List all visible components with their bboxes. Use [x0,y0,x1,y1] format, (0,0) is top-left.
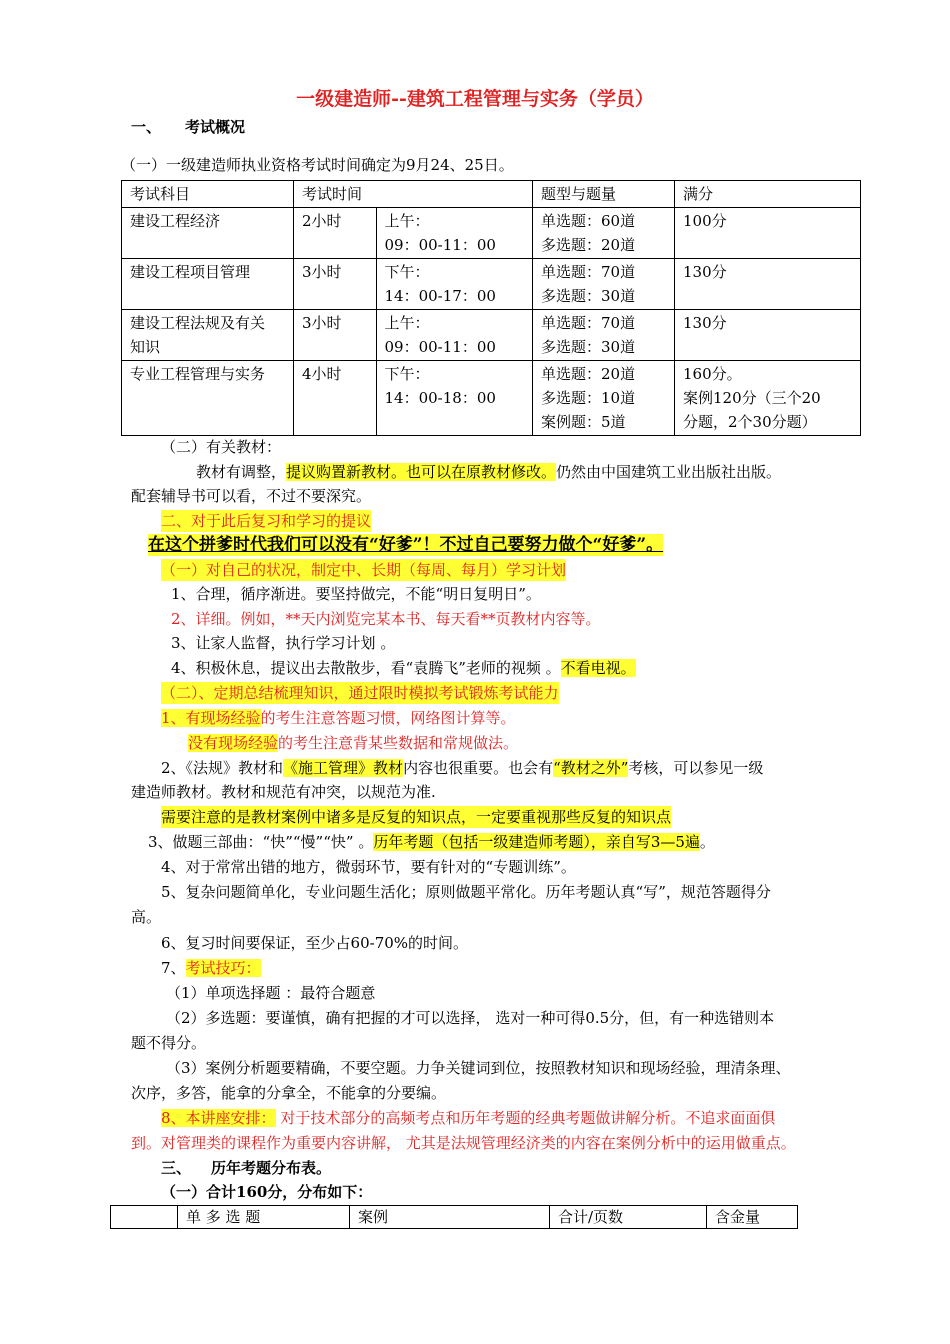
score-cell: 100分 [675,208,861,259]
score-cell: 130分 [675,259,861,310]
table-header-cell: 含金量 [707,1206,798,1229]
question-cell: 单选题：20道 多选题：10道 案例题：5道 [533,361,675,436]
exam-table [121,180,861,436]
table-header-row [122,181,861,208]
duration-cell: 3小时 [294,259,377,310]
textbook-heading: （二）有关教材： [161,438,282,456]
table-header-cell: 合计/页数 [550,1206,707,1229]
score-cell: 160分。 案例120分（三个20 分题，2个30分题） [675,361,861,436]
exam-time-intro: （一）一级建造师执业资格考试时间确定为9月24、25日。 [121,156,514,174]
score-cell: 130分 [675,310,861,361]
tip-item-continued: 题不得分。 [131,1034,207,1052]
distribution-table [110,1205,798,1229]
list-item-continued: 高。 [131,908,162,926]
table-header-cell [111,1206,178,1229]
tip-item: （1）单项选择题 ：最符合题意 [166,984,376,1002]
subject-cell: 专业工程管理与实务 [122,361,294,436]
section-3-text: 历年考题分布表。 [211,1159,332,1177]
lecture-arrangement-continued: 到。对管理类的课程作为重要内容讲解， 尤其是法规管理经济类的内容在案例分析中的运用做重点。 [131,1134,796,1152]
table-header-cell: 题型与题量 [533,181,675,208]
table-row [122,259,861,310]
textbook-paragraph: 教材有调整，提议购置新教材。也可以在原教材修改。仍然由中国建筑工业出版社出版。 [196,463,782,481]
time-cell: 上午： 09：00-11：00 [376,310,533,361]
highlight-text: 提议购置新教材。也可以在原教材修改。 [286,463,557,481]
document-title: 一级建造师--建筑工程管理与实务（学员） [296,88,654,110]
highlight-text: 需要注意的是教材案例中诸多是反复的知识点，一定要重视那些反复的知识点 [161,808,672,826]
table-header-cell: 单 多 选 题 [178,1206,350,1229]
subject-cell: 建设工程项目管理 [122,259,294,310]
review-heading: （二）、定期总结梳理知识，通过限时模拟考试锻炼考试能力 [161,684,559,702]
list-item: 6、复习时间要保证，至少占60-70%的时间。 [161,934,469,952]
duration-cell: 4小时 [294,361,377,436]
list-item: 3、让家人监督，执行学习计划 。 [171,634,396,652]
table-row [122,310,861,361]
question-cell: 单选题：70道 多选题：30道 [533,310,675,361]
list-item: 7、考试技巧： [161,959,261,977]
tip-item: （3）案例分析题要精确，不要空题。力争关键词到位，按照教材知识和现场经验，理清条理、 [166,1059,791,1077]
section-1-number: 一、 [131,118,162,136]
table-header-cell [376,181,533,208]
time-cell: 上午： 09：00-11：00 [376,208,533,259]
textbook-paragraph-2: 配套辅导书可以看，不过不要深究。 [131,487,372,505]
section-3-number: 三、 [161,1159,192,1177]
list-item: 没有现场经验的考生注意背某些数据和常规做法。 [188,734,519,752]
table-header-cell: 案例 [350,1206,550,1229]
table-header-row [111,1206,798,1229]
list-item: 1、有现场经验的考生注意答题习惯，网络图计算等。 [161,709,516,727]
list-item: 4、对于常常出错的地方，微弱环节，要有针对的“专题训练”。 [161,858,576,876]
list-item: 2、《法规》教材和《施工管理》教材内容也很重要。也会有“教材之外”考核，可以参见一级 [161,759,764,777]
subject-cell: 建设工程法规及有关 知识 [122,310,294,361]
section-1-heading [131,116,245,138]
section-3-subheading: （一）合计160分，分布如下： [161,1183,373,1201]
duration-cell: 2小时 [294,208,377,259]
table-row [122,208,861,259]
question-cell: 单选题：70道 多选题：30道 [533,259,675,310]
time-cell: 下午： 14：00-17：00 [376,259,533,310]
list-item: 5、复杂问题简单化，专业问题生活化；原则做题平常化。历年考题认真“写”，规范答题得分 [161,883,771,901]
list-item-continued: 建造师教材。教材和规范有冲突，以规范为准. [131,783,436,801]
table-header-cell: 满分 [675,181,861,208]
section-2-heading: 二、对于此后复习和学习的提议 [161,512,372,530]
list-item: 4、积极休息，提议出去散散步，看“袁腾飞”老师的视频 。不看电视。 [171,659,636,677]
tip-item-continued: 次序，多答，能拿的分拿全，不能拿的分要编。 [131,1084,447,1102]
list-item: 3、做题三部曲：“快”“慢”“快” 。历年考题（包括一级建造师考题），亲自写3—5遍。 [148,833,715,851]
table-header-cell: 考试时间 [294,181,377,208]
section-3-heading [161,1157,331,1179]
section-1-text: 考试概况 [185,118,246,136]
list-item: 1、合理，循序渐进。要坚持做完，不能“明日复明日”。 [171,585,541,603]
question-cell: 单选题：60道 多选题：20道 [533,208,675,259]
tip-item: （2）多选题：要谨慎，确有把握的才可以选择， 选对一种可得0.5分，但，有一种选错则本 [166,1009,775,1027]
highlight-text: 不看电视。 [560,659,636,677]
table-header-cell: 考试科目 [122,181,294,208]
duration-cell: 3小时 [294,310,377,361]
table-row [122,361,861,436]
plan-heading: （一）对自己的状况，制定中、长期（每周、每月）学习计划 [161,561,567,579]
subject-cell: 建设工程经济 [122,208,294,259]
list-item: 2、详细。例如，**天内浏览完某本书、每天看**页教材内容等。 [171,610,601,628]
lecture-arrangement: 8、本讲座安排： 对于技术部分的高频考点和历年考题的经典考题做讲解分析。不追求面面俱 [161,1109,776,1127]
time-cell: 下午： 14：00-18：00 [376,361,533,436]
slogan: 在这个拼爹时代我们可以没有“好爹”！不过自己要努力做个“好爹”。 [148,535,664,555]
